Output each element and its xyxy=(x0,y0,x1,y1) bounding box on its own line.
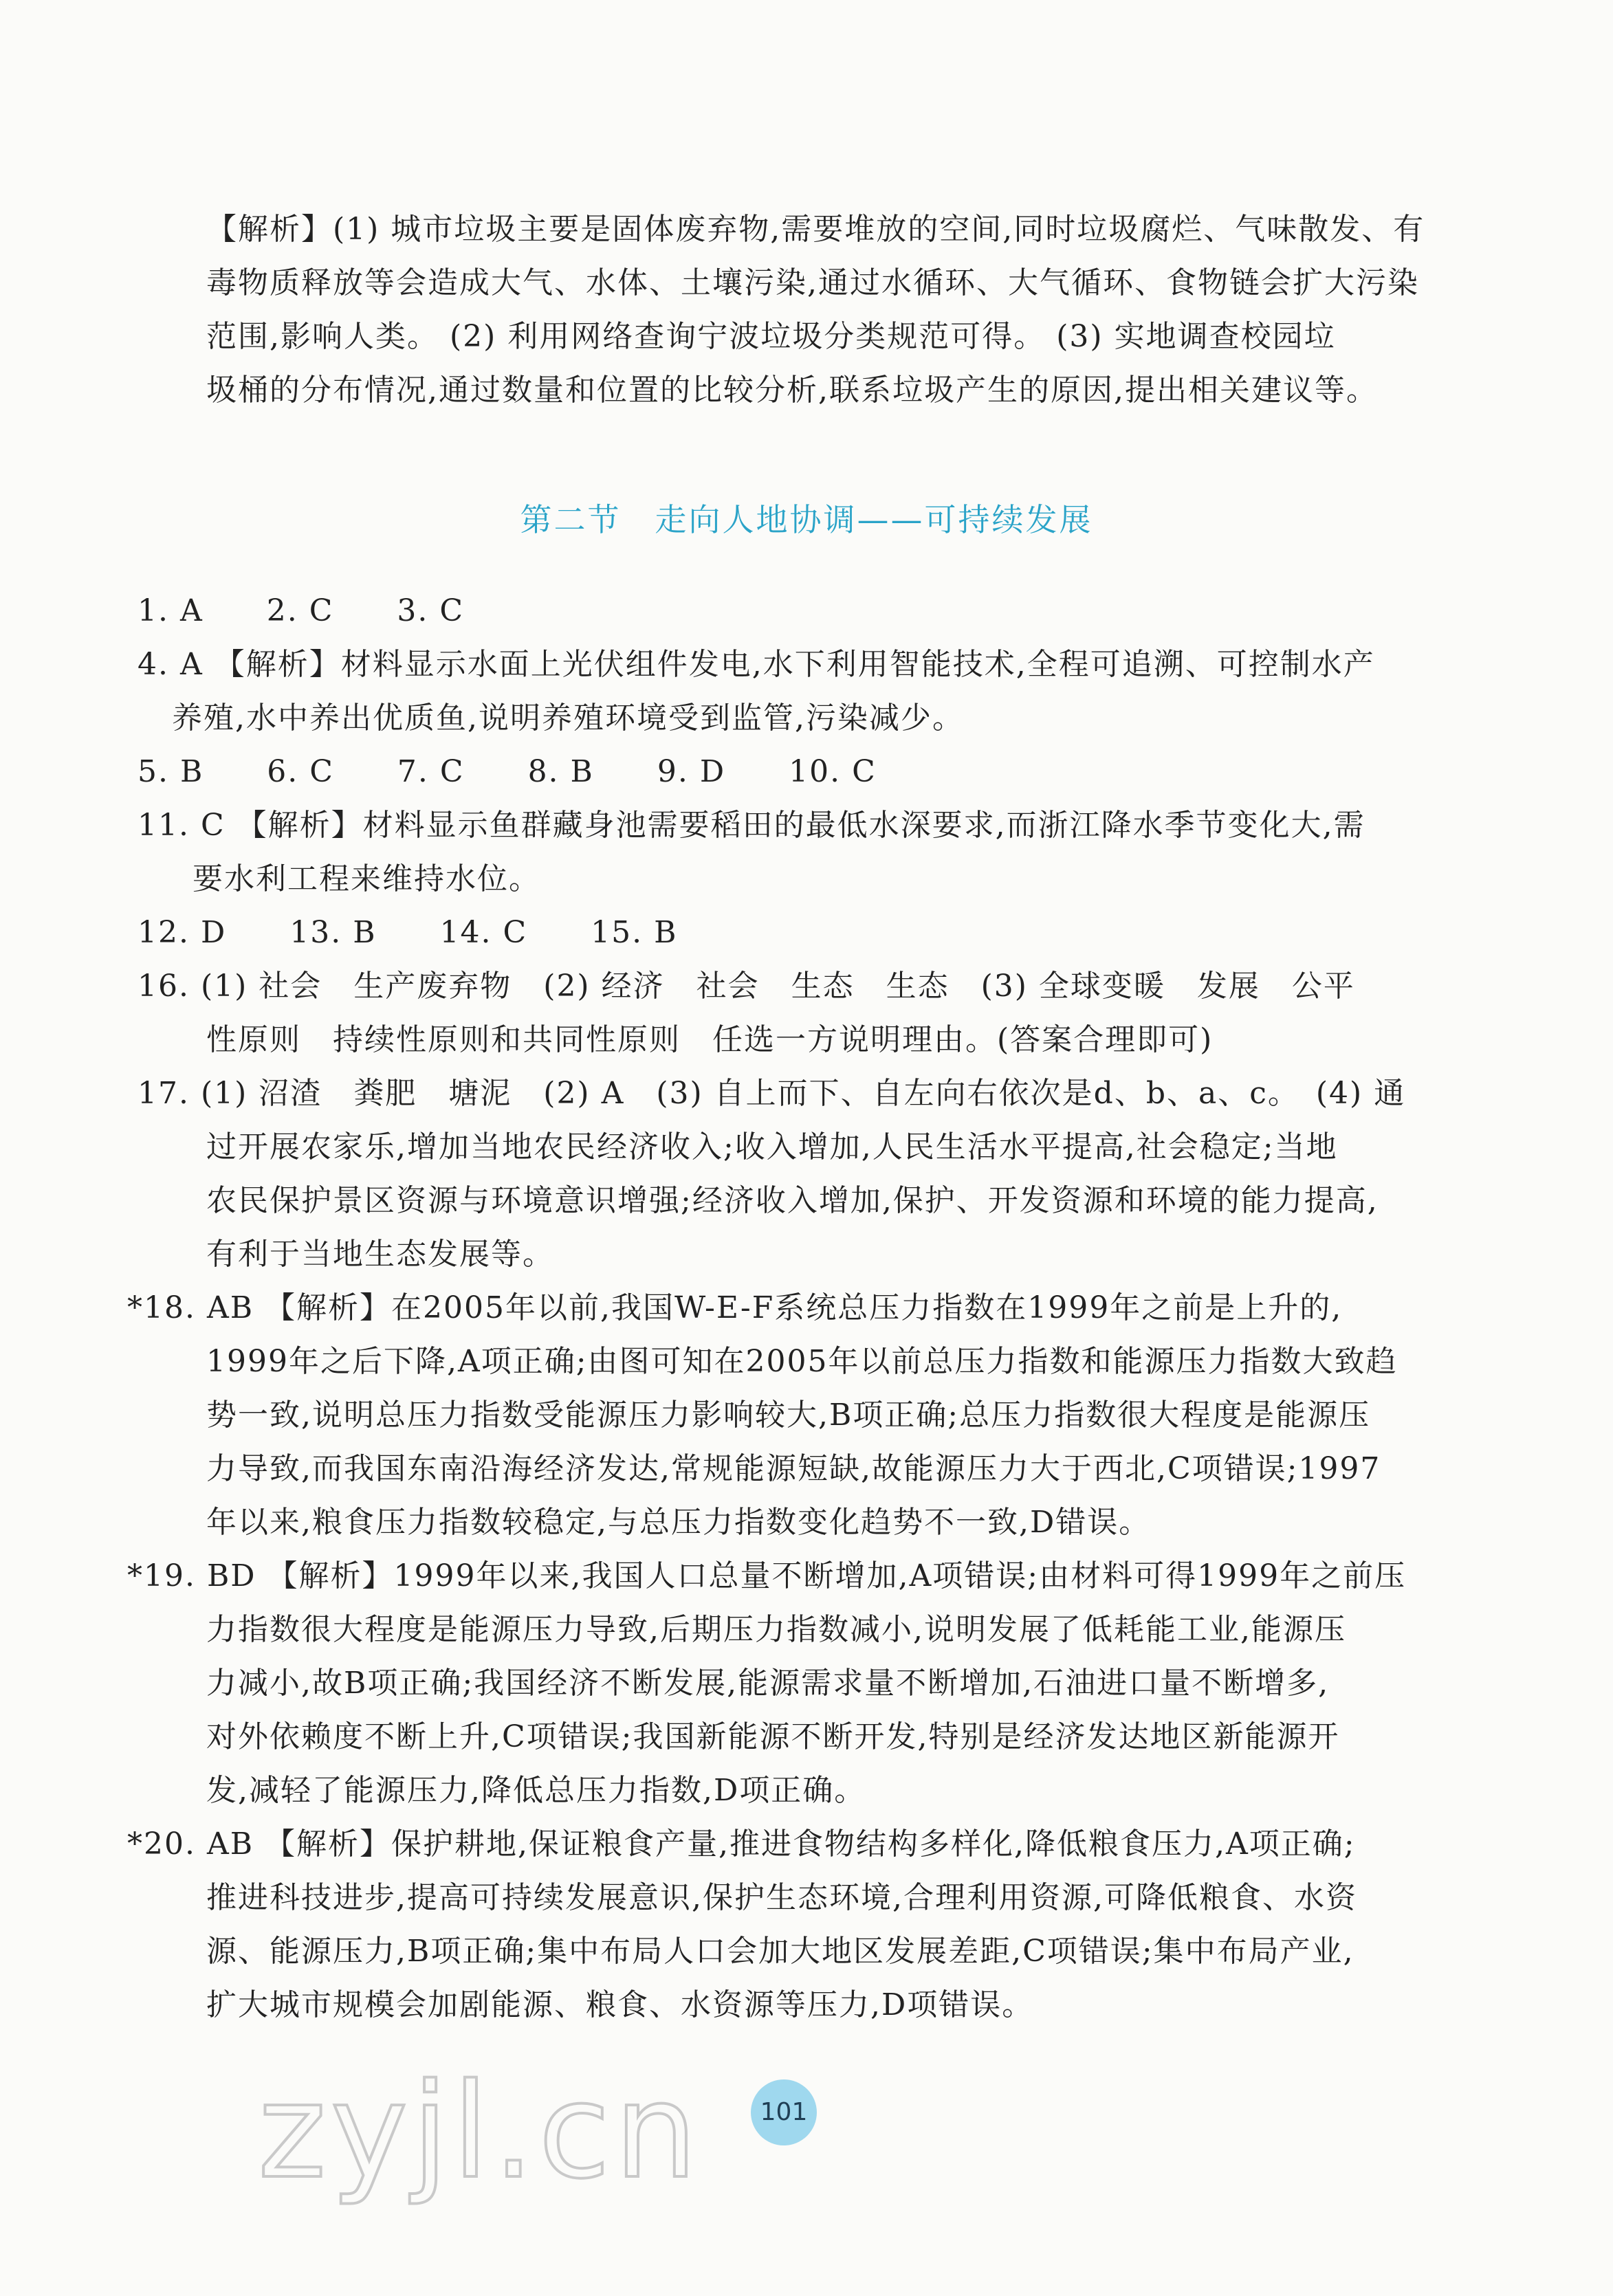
answer-q19-line4: 对外依赖度不断上升,C项错误;我国新能源不断开发,特别是经济发达地区新能源开 xyxy=(206,1719,1340,1754)
answer-q19-line2: 力指数很大程度是能源压力导致,后期压力指数减小,说明发展了低耗能工业,能源压 xyxy=(206,1612,1346,1647)
page-number-badge: 101 xyxy=(751,2079,817,2145)
answer-q11-line1: 11. C 【解析】材料显示鱼群藏身池需要稻田的最低水深要求,而浙江降水季节变化大,需 xyxy=(138,808,1365,843)
answer-q18-line3: 势一致,说明总压力指数受能源压力影响较大,B项正确;总压力指数很大程度是能源压 xyxy=(206,1398,1371,1433)
answer-row: 12. D 13. B 14. C 15. B xyxy=(138,915,678,950)
answer-q19-line1: *19. BD 【解析】1999年以来,我国人口总量不断增加,A项错误;由材料可得1999年之前压 xyxy=(127,1558,1407,1593)
answer-row: 1. A 2. C 3. C xyxy=(138,593,465,628)
answer-q4-line2: 养殖,水中养出优质鱼,说明养殖环境受到监管,污染减少。 xyxy=(172,700,964,736)
answer-q16-line2: 性原则 持续性原则和共同性原则 任选一方说明理由。(答案合理即可) xyxy=(206,1022,1214,1057)
section-title: 第二节 走向人地协调——可持续发展 xyxy=(520,501,1093,538)
answer-q17-line1: 17. (1) 沼渣 粪肥 塘泥 (2) A (3) 自上而下、自左向右依次是d、b、a、c。 (4) 通 xyxy=(138,1076,1406,1111)
answer-q20-line3: 源、能源压力,B项正确;集中布局人口会加大地区发展差距,C项错误;集中布局产业, xyxy=(206,1934,1354,1969)
answer-q11-line2: 要水利工程来维持水位。 xyxy=(193,861,540,896)
intro-line: 毒物质释放等会造成大气、水体、土壤污染,通过水循环、大气循环、食物链会扩大污染 xyxy=(206,265,1419,300)
answer-q18-line2: 1999年之后下降,A项正确;由图可知在2005年以前总压力指数和能源压力指数大致趋 xyxy=(206,1344,1398,1379)
answer-q19-line5: 发,减轻了能源压力,降低总压力指数,D项正确。 xyxy=(206,1773,866,1808)
intro-line: 范围,影响人类。 (2) 利用网络查询宁波垃圾分类规范可得。 (3) 实地调查校园垃 xyxy=(206,319,1336,354)
answer-q18-line5: 年以来,粮食压力指数较稳定,与总压力指数变化趋势不一致,D错误。 xyxy=(206,1505,1151,1540)
answer-q16-line1: 16. (1) 社会 生产废弃物 (2) 经济 社会 生态 生态 (3) 全球变暖 发展 公平 xyxy=(138,969,1355,1004)
answer-q20-line4: 扩大城市规模会加剧能源、粮食、水资源等压力,D项错误。 xyxy=(206,1987,1034,2022)
answer-row: 5. B 6. C 7. C 8. B 9. D 10. C xyxy=(138,754,877,789)
answer-q17-line4: 有利于当地生态发展等。 xyxy=(206,1237,554,1272)
answer-q20-line1: *20. AB 【解析】保护耕地,保证粮食产量,推进食物结构多样化,降低粮食压力,A项正确; xyxy=(127,1826,1356,1862)
answer-q20-line2: 推进科技进步,提高可持续发展意识,保护生态环境,合理利用资源,可降低粮食、水资 xyxy=(206,1880,1357,1915)
answer-q17-line2: 过开展农家乐,增加当地农民经济收入;收入增加,人民生活水平提高,社会稳定;当地 xyxy=(206,1129,1338,1164)
intro-line: 圾桶的分布情况,通过数量和位置的比较分析,联系垃圾产生的原因,提出相关建议等。 xyxy=(206,373,1378,408)
watermark-logo: zyjl.cn xyxy=(258,2055,702,2207)
answer-q17-line3: 农民保护景区资源与环境意识增强;经济收入增加,保护、开发资源和环境的能力提高, xyxy=(206,1183,1379,1218)
answer-q19-line3: 力减小,故B项正确;我国经济不断发展,能源需求量不断增加,石油进口量不断增多, xyxy=(206,1666,1330,1701)
intro-line: 【解析】(1) 城市垃圾主要是固体废弃物,需要堆放的空间,同时垃圾腐烂、气味散发、有 xyxy=(206,212,1425,247)
answer-q18-line4: 力导致,而我国东南沿海经济发达,常规能源短缺,故能源压力大于西北,C项错误;1997 xyxy=(206,1451,1381,1486)
answer-q4-line1: 4. A 【解析】材料显示水面上光伏组件发电,水下利用智能技术,全程可追溯、可控制水产 xyxy=(138,647,1375,682)
answer-q18-line1: *18. AB 【解析】在2005年以前,我国W-E-F系统总压力指数在1999年之前是上升的, xyxy=(127,1290,1343,1325)
